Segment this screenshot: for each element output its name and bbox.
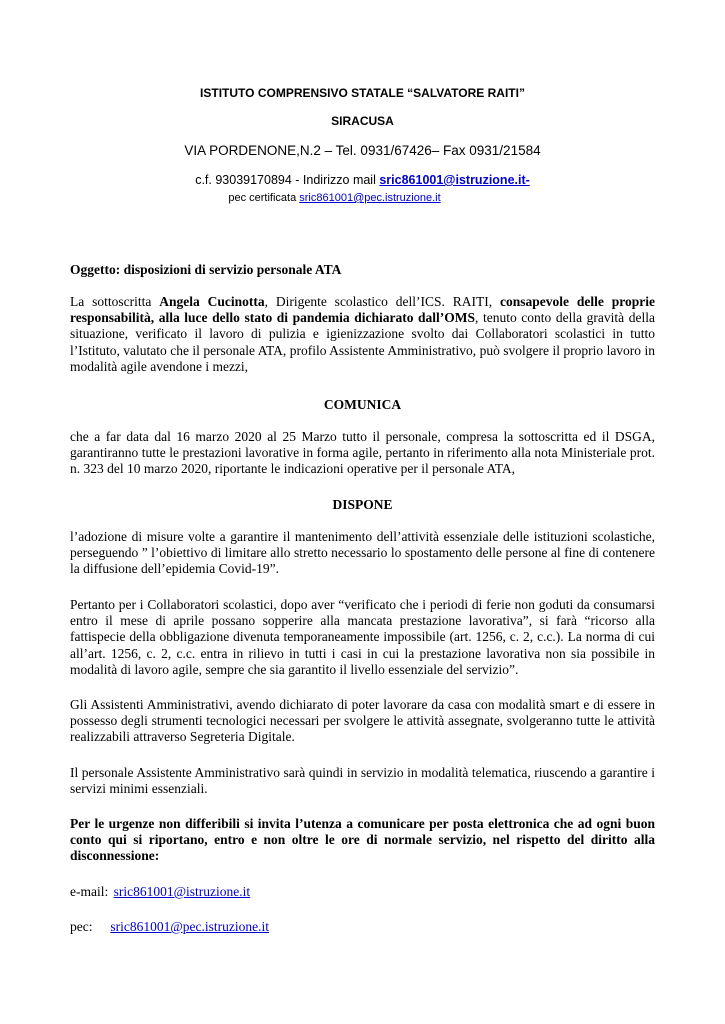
institute-address: VIA PORDENONE,N.2 – Tel. 0931/67426– Fax 0931/21584: [184, 143, 541, 158]
pec-contact-label: pec:: [70, 919, 93, 934]
intro-bold-text: consapevole delle proprie responsabilità, alla luce dello stato di pandemia dichiarato dall’OMS: [70, 294, 655, 326]
intro-text-2: , Dirigente scolastico dell’ICS. RAITI,: [264, 294, 501, 309]
assistenti-paragraph: Gli Assistenti Amministrativi, avendo dichiarato di poter lavorare da casa con modalità smart e di essere in possesso degli strumenti tecnologici necessari per svolgere le attività assegnate, svolgeranno tutte le attività realizzabili attraverso Segreteria Digitale.: [70, 697, 655, 745]
email-contact: [70, 884, 655, 900]
intro-paragraph: [70, 294, 655, 375]
institute-mail-link[interactable]: sric861001@istruzione.it-: [379, 173, 530, 187]
institute-fiscal-code-line: [0, 173, 725, 187]
comunica-paragraph: che a far data dal 16 marzo 2020 al 25 Marzo tutto il personale, compresa la sottoscritta ed il DSGA, garantiranno tutte le prestazioni lavorative in forma agile, pertanto in riferimento alla nota Ministeriale prot. n. 323 del 10 marzo 2020, riportante le indicazioni operative per il personale ATA,: [70, 429, 655, 477]
personale-paragraph: Il personale Assistente Amministrativo sarà quindi in servizio in modalità telematica, riuscendo a garantire i servizi minimi essenziali.: [70, 765, 655, 797]
urgenze-paragraph: Per le urgenze non differibili si invita l’utenza a comunicare per posta elettronica che ad ogni buon conto qui si riportano, entro e non oltre le ore di normale servizio, nel rispetto del diritto alla disconnessione:: [70, 816, 655, 864]
signatory-name: Angela Cucinotta: [159, 294, 265, 309]
institute-city: SIRACUSA: [331, 114, 394, 128]
email-link[interactable]: sric861001@istruzione.it: [113, 884, 251, 899]
fiscal-code-text: c.f. 93039170894 - Indirizzo mail: [195, 173, 380, 187]
institute-pec-link[interactable]: sric861001@pec.istruzione.it: [299, 192, 441, 204]
pec-label: pec certificata: [228, 192, 300, 204]
institute-name: ISTITUTO COMPRENSIVO STATALE “SALVATORE RAITI”: [200, 86, 525, 100]
institute-pec-line: [0, 192, 697, 204]
intro-text-3: , tenuto conto della gravità della situazione, verificato il lavoro di pulizia e igienizzazione svolto dai Collaboratori scolastici in tutto l’Istituto, valutato che il personale ATA, profilo Assistente Amministrativo, può svolgere il proprio lavoro in modalità agile avendone i mezzi,: [70, 310, 655, 374]
subject-line: Oggetto: disposizioni di servizio personale ATA: [70, 262, 342, 277]
pec-contact: [70, 919, 655, 935]
email-label: e-mail:: [70, 884, 109, 899]
intro-text-1: La sottoscritta: [70, 294, 160, 309]
comunica-heading: COMUNICA: [323, 397, 402, 412]
dispone-paragraph: l’adozione di misure volte a garantire il mantenimento dell’attività essenziale delle istituzioni scolastiche, perseguendo ” l’obiettivo di limitare allo stretto necessario lo spostamento delle persone al fine di contenere la diffusione dell’epidemia Covid-19”.: [70, 529, 655, 577]
dispone-heading: DISPONE: [332, 497, 393, 512]
collaboratori-paragraph: Pertanto per i Collaboratori scolastici, dopo aver “verificato che i periodi di ferie non goduti da consumarsi entro il mese di aprile possano sopperire alla mancata prestazione lavorativa”, si farà “ricorso alla fattispecie della obbligazione divenuta temporaneamente impossibile (art. 1256, c. 2, c.c.). La norma di cui all’art. 1256, c. 2, c.c. entra in rilievo in tutti i casi in cui la prestazione lavorativa non sia possibile in modalità di lavoro agile, sempre che sia garantito il livello essenziale del servizio”.: [70, 597, 655, 677]
pec-contact-link[interactable]: sric861001@pec.istruzione.it: [110, 919, 270, 934]
